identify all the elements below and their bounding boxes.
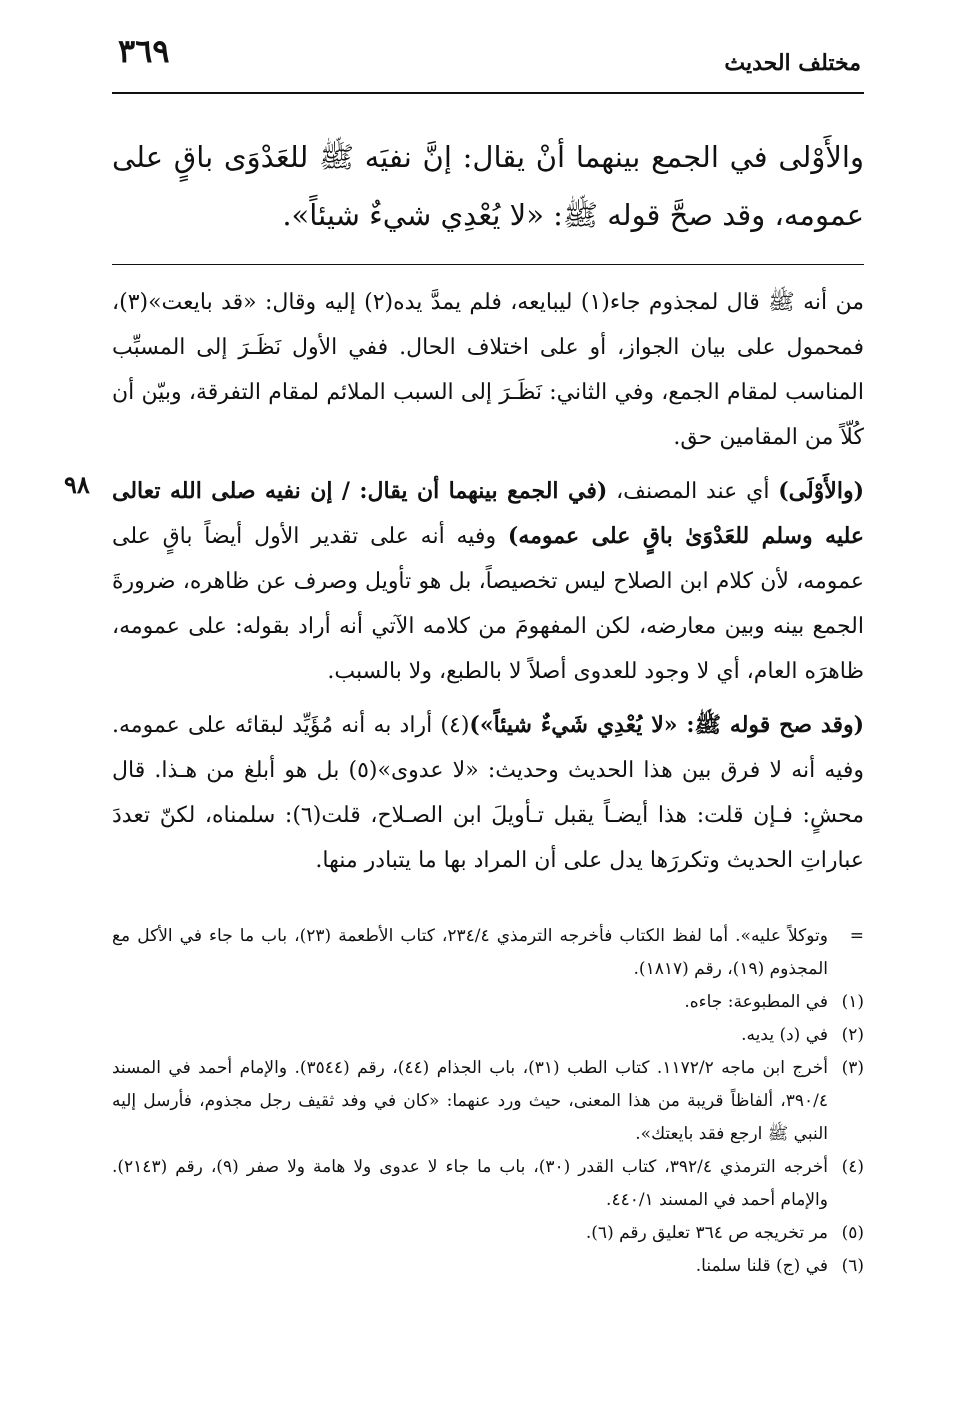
- running-head: مختلف الحديث: [724, 50, 861, 76]
- footnote: [112, 986, 864, 1019]
- footnote-text: مر تخريجه ص ٣٦٤ تعليق رقم (٦).: [585, 1223, 828, 1243]
- footnote-text: أخرج ابن ماجه ١١٧٢/٢. كتاب الطب (٣١)، باب الجذام (٤٤)، رقم (٣٥٤٤). والإمام أحمد في المسند ٣٩٠/٤، ألفاظاً قريبة من هذا المعنى، حيث ورد عنهما: «كان في وفد ثقيف رجل مجذوم، فأرسل إليه النبي ﷺ ارجع فقد بايعتك».: [112, 1058, 828, 1144]
- footnote: [112, 1217, 864, 1250]
- margin-page-marker: ٩٨: [64, 470, 90, 499]
- footnote-number: (٢): [841, 1025, 864, 1045]
- commentary-text: وفيه أنه على تقدير الأول أيضاً باقٍ على عمومه، لأن كلام ابن الصلاح ليس تخصيصاً، بل هو تأويل وصرف عن ظاهره، ضرورةَ الجمع بينه وبين معارضه، لكن المفهومَ من كلامه الآتي أنه أراد بقوله: على عمومه، ظاهرَه العام، أي لا وجود للعدوى أصلاً لا بالطبع، ولا بالسبب.: [112, 524, 864, 684]
- main-text-rule: [112, 264, 864, 265]
- footnote-text: أخرجه الترمذي ٣٩٢/٤، كتاب القدر (٣٠)، باب ما جاء لا عدوى ولا هامة ولا صفر (٩)، رقم (٢١٤٣). والإمام أحمد في المسند ٤٤٠/١.: [112, 1157, 828, 1210]
- footnote: [112, 1052, 864, 1151]
- lemma-bold: (في الجمع بينهما أن يقال: / إن نفيه صلى الله تعالى عليه وسلم للعَدْوَىٰ باقٍ على عمومه): [112, 478, 864, 549]
- footnote-text: في المطبوعة: جاءه.: [684, 992, 828, 1012]
- lemma-bold: (والأَوْلَى): [778, 478, 864, 504]
- commentary-paragraph-2: [112, 469, 864, 694]
- footnote-number: =: [849, 926, 864, 946]
- footnote-number: (٣): [841, 1058, 864, 1078]
- footnote-text: في (ج) قلنا سلمنا.: [695, 1256, 828, 1276]
- footnotes: [112, 920, 864, 1283]
- footnote: [112, 1019, 864, 1052]
- footnote: [112, 1151, 864, 1217]
- footnote-number: (٥): [841, 1223, 864, 1243]
- commentary-paragraph-1: من أنه ﷺ قال لمجذوم جاء(١) ليبايعه، فلم يمدَّ يده(٢) إليه وقال: «قد بايعت»(٣)، فمحمول على بيان الجواز، أو على اختلاف الحال. ففي الأول نَظَـرَ إلى المسبِّب المناسب لمقام الجمع، وفي الثاني: نَظَـرَ إلى السبب الملائم لمقام التفرقة، وبيّن أن كُلّاً من المقامين حق.: [112, 290, 865, 450]
- header-rule: [112, 92, 864, 94]
- footnote-number: (٤): [841, 1157, 864, 1177]
- commentary: [112, 280, 864, 892]
- commentary-text: (٤) أراد به أنه مُؤَيِّد لبقائه على عمومه. وفيه أنه لا فرق بين هذا الحديث وحديث: «لا عدوى»(٥) بل هو أبلغ من هـذا. قال محشٍ: فـإن قلت: هذا أيضـاً يقبل تـأويلَ ابن الصـلاح، قلت(٦): سلمناه، لكنّ تعددَ عباراتِ الحديث وتكررَها يدل على أن المراد بها ما يتبادر منها.: [112, 713, 865, 873]
- page-number: ٣٦٩: [118, 32, 170, 70]
- footnote-number: (٦): [841, 1256, 864, 1276]
- commentary-text: أي عند المصنف،: [607, 479, 779, 504]
- footnote-text: وتوكلاً عليه». أما لفظ الكتاب فأخرجه الترمذي ٢٣٤/٤، كتاب الأطعمة (٢٣)، باب ما جاء في الأكل مع المجذوم (١٩)، رقم (١٨١٧).: [112, 926, 828, 979]
- footnote: [112, 1250, 864, 1283]
- lemma-bold: (وقد صح قوله ﷺ: «لا يُعْدِي شَيءٌ شيئاً»): [469, 712, 864, 738]
- footnote-number: (١): [841, 992, 864, 1012]
- footnote: [112, 920, 864, 986]
- commentary-paragraph-3: [112, 703, 864, 883]
- main-text: والأَوْلى في الجمع بينهما أنْ يقال: إنَّ نفيَه ﷺ للعَدْوَى باقٍ على عمومه، وقد صحَّ قوله ﷺ: «لا يُعْدِي شيءٌ شيئاً».: [112, 140, 864, 232]
- footnote-text: في (د) يديه.: [741, 1025, 828, 1045]
